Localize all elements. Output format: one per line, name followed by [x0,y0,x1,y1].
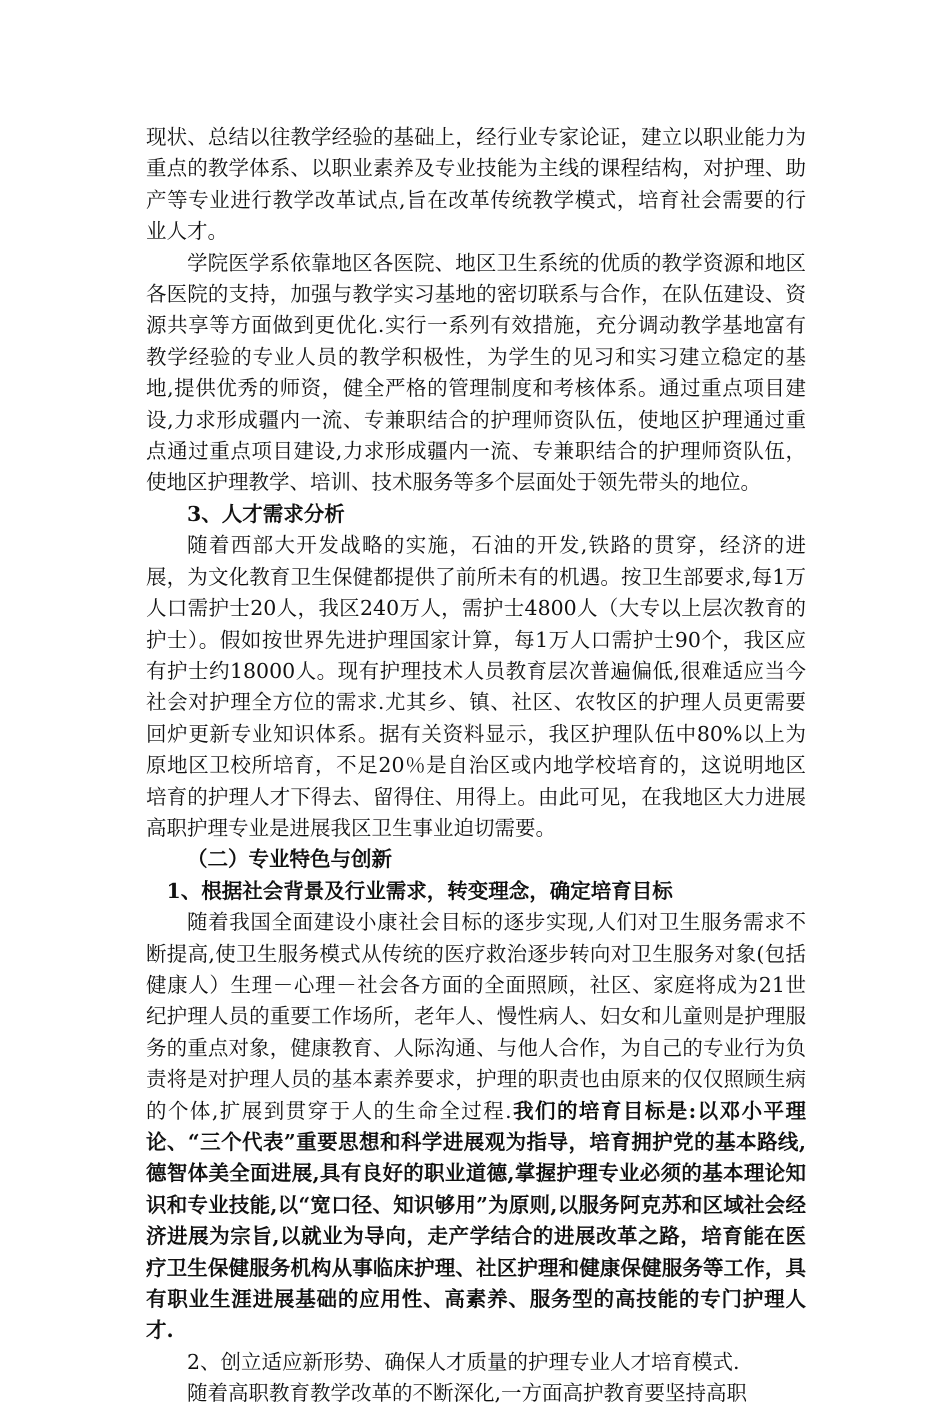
paragraph-4 [146,907,806,1347]
heading-training-goals: 1、根据社会背景及行业需求，转变理念，确定培育目标 [166,878,673,903]
heading-talent-demand: 3、人才需求分析 [187,501,345,526]
paragraph-1: 现状、总结以往教学经验的基础上，经行业专家论证，建立以职业能力为重点的教学体系、以职业素养及专业技能为主线的课程结构，对护理、助产等专业进行教学改革试点,旨在改革传统教学模式，培育社会需要的行业人才。 [146,125,806,244]
paragraph-4-text: 随着我国全面建设小康社会目标的逐步实现,人们对卫生服务需求不断提高,使卫生服务模式从传统的医疗救治逐步转向对卫生服务对象(包括健康人）生理－心理－社会各方面的全面照顾，社区、家庭将成为21世纪护理人员的重要工作场所，老年人、慢性病人、妇女和儿童则是护理服务的重点对象，健康教育、人际沟通、与他人合作，为自己的专业行为负责将是对护理人员的基本素养要求，护理的职责也由原来的仅仅照顾生病的个体,扩展到贯穿于人的生命全过程. [146,910,806,1123]
paragraph-2: 学院医学系依靠地区各医院、地区卫生系统的优质的教学资源和地区各医院的支持，加强与教学实习基地的密切联系与合作，在队伍建设、资源共享等方面做到更优化.实行一系列有效措施，充分调动教学基地富有教学经验的专业人员的教学积极性，为学生的见习和实习建立稳定的基地,提供优秀的师资，健全严格的管理制度和考核体系。通过重点项目建设,力求形成疆内一流、专兼职结合的护理师资队伍，使地区护理通过重点通过重点项目建设,力求形成疆内一流、专兼职结合的护理师资队伍，使地区护理教学、培训、技术服务等多个层面处于领先带头的地位。 [146,250,806,495]
heading-specialty-features: （二）专业特色与创新 [187,847,392,872]
document-page [146,122,806,1410]
paragraph-3: 随着西部大开发战略的实施，石油的开发,铁路的贯穿，经济的进展，为文化教育卫生保健都提供了前所未有的机遇。按卫生部要求,每1万人口需护士20人，我区240万人，需护士4800人（大专以上层次教育的护士）。假如按世界先进护理国家计算，每1万人口需护士90个，我区应有护士约18000人。现有护理技术人员教育层次普遍偏低,很难适应当今社会对护理全方位的需求.尤其乡、镇、社区、农牧区的护理人员更需要回炉更新专业知识体系。据有关资料显示，我区护理队伍中80%以上为原地区卫校所培育，不足20％是自治区或内地学校培育的，这说明地区培育的护理人才下得去、留得住、用得上。由此可见，在我地区大力进展高职护理专业是进展我区卫生事业迫切需要。 [146,533,806,840]
paragraph-4-bold-goal: 我们的培育目标是:以邓小平理论、“三个代表”重要思想和科学进展观为指导，培育拥护党的基本路线,德智体美全面进展,具有良好的职业道德,掌握护理专业必须的基本理论知识和专业技能,以“宽口径、知识够用”为原则,以服务阿克苏和区域社会经济进展为宗旨,以就业为导向，走产学结合的进展改革之路，培育能在医疗卫生保健服务机构从事临床护理、社区护理和健康保健服务等工作，具有职业生涯进展基础的应用性、高素养、服务型的高技能的专门护理人才. [146,1098,806,1343]
heading-training-model: 2、创立适应新形势、确保人才质量的护理专业人才培育模式. [187,1349,740,1374]
paragraph-5: 随着高职教育教学改革的不断深化,一方面高护教育要坚持高职 [187,1381,748,1406]
